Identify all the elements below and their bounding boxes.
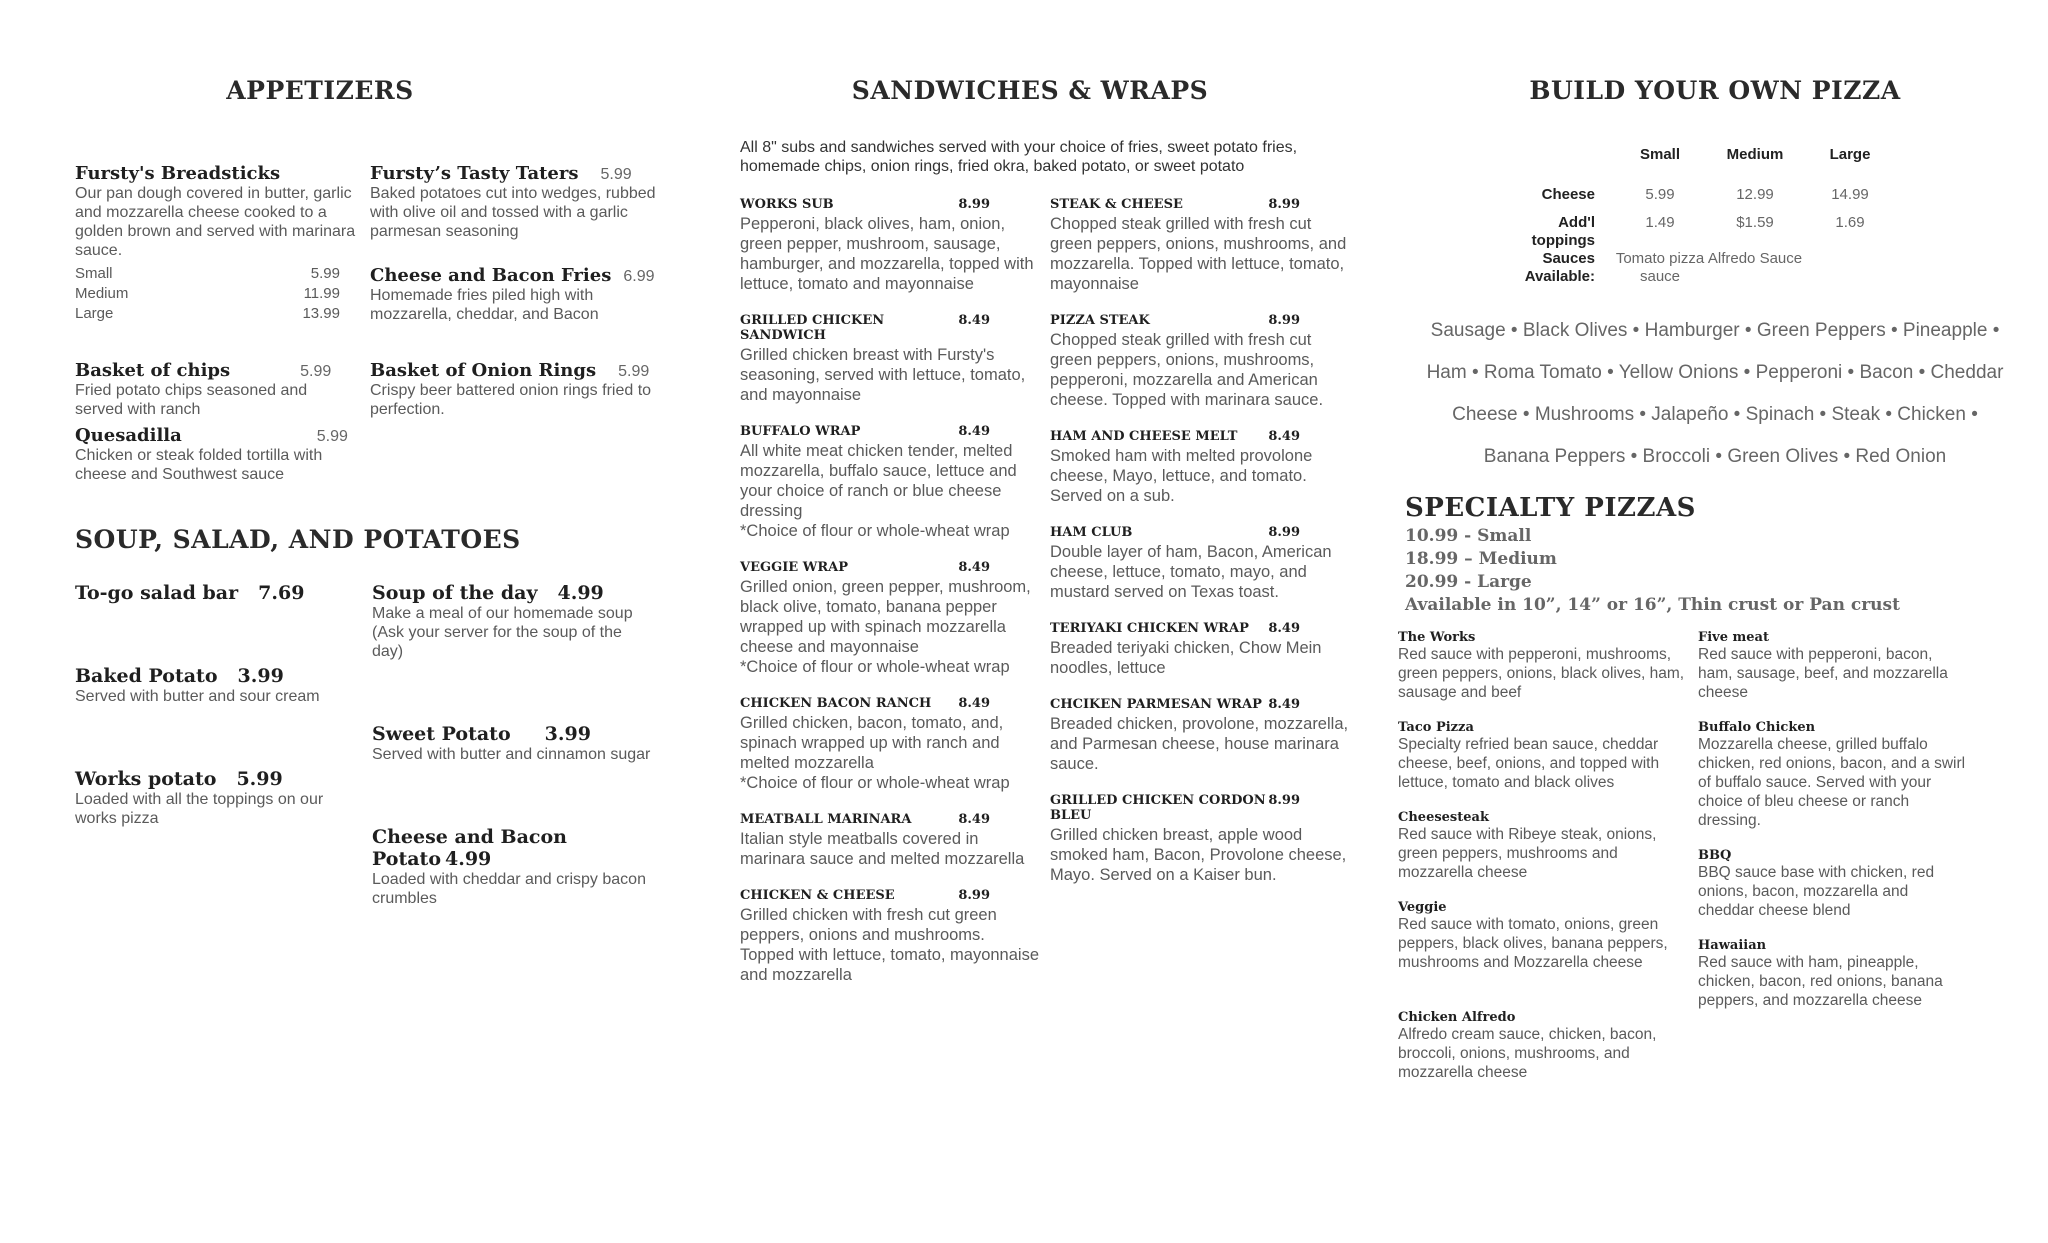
item-desc: Chopped steak grilled with fresh cut green peppers, onions, mushrooms, pepperoni, mozzarella and American cheese. Topped with marinara sauce. xyxy=(1050,331,1324,409)
item-price: 3.99 xyxy=(544,723,591,745)
specialty-pizza-cheesesteak xyxy=(1398,810,1688,882)
item-name: Basket of chips 5.99 xyxy=(75,360,332,381)
item-desc: Pepperoni, black olives, ham, onion, green pepper, mushroom, sausage, hamburger, and mozzarella, topped with lettuce, tomato and mayonnaise xyxy=(740,215,1034,293)
sandwich-item-steak-cheese xyxy=(1050,197,1350,294)
table-row: Add'l toppings 1.49 $1.59 1.69 xyxy=(1531,214,1865,249)
sandwich-column-right xyxy=(1050,197,1350,904)
item-desc: Our pan dough covered in butter, garlic and mozzarella cheese cooked to a golden brown and served with marinara sauce. xyxy=(75,185,356,259)
pizza-desc: Red sauce with pepperoni, mushrooms, green peppers, onions, black olives, ham, sausage and beef xyxy=(1398,646,1685,701)
item-name: TERIYAKI CHICKEN WRAP 8.49 xyxy=(1050,621,1300,636)
sandwich-item-veggie-wrap xyxy=(740,560,1040,677)
sandwich-item-meatball-marinara xyxy=(740,812,1040,869)
item-price: 8.99 xyxy=(1268,525,1300,540)
item-price: 4.99 xyxy=(445,848,492,870)
pizza-desc: Red sauce with tomato, onions, green peppers, black olives, banana peppers, mushrooms and Mozzarella cheese xyxy=(1398,916,1668,971)
item-desc: Served with butter and sour cream xyxy=(75,688,320,705)
item-price: 8.49 xyxy=(958,812,990,827)
item-name: CHICKEN & CHEESE 8.99 xyxy=(740,888,990,903)
table-row: Cheese 5.99 12.99 14.99 xyxy=(1541,186,1869,203)
sandwich-item-chicken-bacon-ranch xyxy=(740,696,1040,793)
pizza-name: The Works xyxy=(1398,630,1476,645)
pizza-desc: Alfredo cream sauce, chicken, bacon, broccoli, onions, mushrooms, and mozzarella cheese xyxy=(1398,1026,1657,1081)
pizza-name: Five meat xyxy=(1698,630,1769,645)
menu-item-cheese-bacon-fries xyxy=(370,265,670,324)
menu-item-works-potato: Works potato 5.99 Loaded with all the toppings on our works pizza xyxy=(75,768,345,828)
specialty-pizza-hawaiian xyxy=(1698,938,1968,1010)
specialty-column-left xyxy=(1398,630,1688,1100)
sandwiches-intro: All 8" subs and sandwiches served with your choice of fries, sweet potato fries, homemade chips, onion rings, fried okra, baked potato, or sweet potato xyxy=(740,139,1298,175)
item-price: 5.99 xyxy=(600,166,632,183)
item-price: 8.99 xyxy=(1268,313,1300,328)
item-name: HAM AND CHEESE MELT 8.49 xyxy=(1050,429,1300,444)
sandwich-column-left xyxy=(740,197,1045,1004)
sandwich-item-chicken-cheese xyxy=(740,888,1040,985)
item-desc: Baked potatoes cut into wedges, rubbed with olive oil and tossed with a garlic parmesan seasoning xyxy=(370,185,656,240)
menu-item-onion-rings xyxy=(370,360,670,419)
item-name: CHICKEN BACON RANCH 8.49 xyxy=(740,696,990,711)
pizza-name: Veggie xyxy=(1398,900,1447,915)
specialty-pizza-the-works xyxy=(1398,630,1688,702)
item-price: 5.99 xyxy=(300,363,332,380)
table-row: Sauces Available: Tomato pizza sauce Alfredo Sauce xyxy=(1524,250,1803,285)
item-price: 8.99 xyxy=(1268,197,1300,212)
item-price: 8.99 xyxy=(958,197,990,212)
item-name: VEGGIE WRAP 8.49 xyxy=(740,560,990,575)
item-name: Cheese and Bacon Fries 6.99 xyxy=(370,265,655,286)
item-price: 7.69 xyxy=(258,582,305,604)
sandwich-item-chciken-parmesan-wrap xyxy=(1050,697,1350,774)
menu-item-soup-of-day: Soup of the day 4.99 Make a meal of our homemade soup (Ask your server for the soup of the day) xyxy=(372,582,652,661)
specialty-pizza-buffalo-chicken xyxy=(1698,720,1968,830)
table-header-row xyxy=(1505,146,1895,186)
menu-item-taters xyxy=(370,163,670,241)
item-price: 8.49 xyxy=(958,560,990,575)
item-price: 8.49 xyxy=(1268,697,1300,712)
specialty-pizza-chicken-alfredo xyxy=(1398,1010,1688,1082)
toppings-list: Sausage • Black Olives • Hamburger • Green Peppers • Pineapple • Ham • Roma Tomato • Yellow Onions • Pepperoni • Bacon • Cheddar Cheese • Mushrooms • Jalapeño • Spinach • Steak • Chicken • Banana Peppers • Broccoli • Green Olives • Red Onion xyxy=(1426,320,2004,467)
item-price: 8.49 xyxy=(958,696,990,711)
menu-item-breadsticks xyxy=(75,163,360,324)
item-desc: Grilled chicken breast with Fursty's seasoning, served with lettuce, tomato, and mayonnaise xyxy=(740,346,1026,404)
column-header: Medium xyxy=(1726,146,1784,163)
item-desc: Double layer of ham, Bacon, American cheese, lettuce, tomato, mayo, and mustard served on Texas toast. xyxy=(1050,543,1332,601)
size-row: Medium 11.99 xyxy=(75,285,340,302)
menu-item-sweet-potato: Sweet Potato 3.99 Served with butter and cinnamon sugar xyxy=(372,723,651,763)
item-name: MEATBALL MARINARA 8.49 xyxy=(740,812,990,827)
sandwich-item-teriyaki-chicken-wrap xyxy=(1050,621,1350,678)
pizza-desc: Red sauce with ham, pineapple, chicken, bacon, red onions, banana peppers, and mozzarella cheese xyxy=(1698,954,1943,1009)
column-header: Large xyxy=(1829,146,1871,163)
specialty-pizza-taco-pizza xyxy=(1398,720,1688,792)
item-price: 3.99 xyxy=(237,665,284,687)
item-name: Quesadilla 5.99 xyxy=(75,425,348,446)
soup-title: SOUP, SALAD, AND POTATOES xyxy=(75,525,521,554)
item-desc: Grilled chicken with fresh cut green peppers, onions and mushrooms. Topped with lettuce, tomato, mayonnaise and mozzarella xyxy=(740,906,1040,984)
specialty-title: SPECIALTY PIZZAS xyxy=(1405,493,1696,523)
specialty-pizza-bbq xyxy=(1698,848,1968,920)
size-list xyxy=(75,264,360,324)
menu-item-chips xyxy=(75,360,345,419)
item-name: Basket of Onion Rings 5.99 xyxy=(370,360,650,381)
appetizers-title: APPETIZERS xyxy=(226,76,414,105)
pizza-desc: Red sauce with pepperoni, bacon, ham, sausage, beef, and mozzarella cheese xyxy=(1698,646,1948,701)
menu-item-quesadilla xyxy=(75,425,355,484)
sandwich-item-ham-club xyxy=(1050,525,1350,602)
item-name: HAM CLUB 8.99 xyxy=(1050,525,1300,540)
specialty-column-right xyxy=(1698,630,1968,1028)
column-header: Small xyxy=(1639,146,1681,163)
item-desc: Crispy beer battered onion rings fried to perfection. xyxy=(370,382,652,418)
pizza-price-table xyxy=(1505,146,1895,286)
item-desc: Loaded with all the toppings on our works pizza xyxy=(75,791,324,827)
sandwich-item-ham-and-cheese-melt xyxy=(1050,429,1350,506)
item-name: CHCIKEN PARMESAN WRAP 8.49 xyxy=(1050,697,1300,712)
item-desc: Grilled chicken, bacon, tomato, and, spinach wrapped up with ranch and melted mozzarella *Choice of flour or whole-wheat wrap xyxy=(740,714,1010,792)
pizza-desc: BBQ sauce base with chicken, red onions, bacon, mozzarella and cheddar cheese blend xyxy=(1698,864,1935,919)
sandwich-item-grilled-chicken-sandwich xyxy=(740,313,1040,405)
item-name: PIZZA STEAK 8.99 xyxy=(1050,313,1300,328)
item-name: Fursty's Breadsticks xyxy=(75,163,281,184)
item-desc: Served with butter and cinnamon sugar xyxy=(372,746,651,763)
pizza-name: Hawaiian xyxy=(1698,938,1767,953)
pizza-desc: Mozzarella cheese, grilled buffalo chicken, red onions, bacon, and a swirl of buffalo sauce. Served with your choice of bleu cheese or ranch dressing. xyxy=(1698,736,1966,829)
item-desc: Italian style meatballs covered in marinara sauce and melted mozzarella xyxy=(740,830,1025,868)
item-price: 8.49 xyxy=(958,313,990,328)
item-name: STEAK & CHEESE 8.99 xyxy=(1050,197,1300,212)
item-name: WORKS SUB 8.99 xyxy=(740,197,990,212)
pizza-title: BUILD YOUR OWN PIZZA xyxy=(1529,76,1901,105)
pizza-name: Cheesesteak xyxy=(1398,810,1489,825)
specialty-pizza-veggie xyxy=(1398,900,1688,972)
pizza-name: BBQ xyxy=(1698,848,1732,863)
item-desc: Grilled chicken breast, apple wood smoked ham, Bacon, Provolone cheese, Mayo. Served on a Kaiser bun. xyxy=(1050,826,1347,884)
pizza-desc: Specialty refried bean sauce, cheddar cheese, beef, onions, and topped with lettuce, tomato and black olives xyxy=(1398,736,1660,791)
item-desc: Breaded teriyaki chicken, Chow Mein noodles, lettuce xyxy=(1050,639,1322,677)
item-price: 5.99 xyxy=(618,363,650,380)
item-price: 5.99 xyxy=(316,428,348,445)
item-desc: Smoked ham with melted provolone cheese, Mayo, lettuce, and tomato. Served on a sub. xyxy=(1050,447,1313,505)
item-name: GRILLED CHICKEN SANDWICH 8.49 xyxy=(740,313,990,343)
item-price: 8.49 xyxy=(1268,429,1300,444)
pizza-desc: Red sauce with Ribeye steak, onions, green peppers, mushrooms and mozzarella cheese xyxy=(1398,826,1657,881)
item-name: Fursty’s Tasty Taters 5.99 xyxy=(370,163,632,184)
item-desc: Chicken or steak folded tortilla with cheese and Southwest sauce xyxy=(75,447,323,483)
menu-item-baked-potato: Baked Potato 3.99 Served with butter and sour cream xyxy=(75,665,375,706)
specialty-prices: 10.99 - Small 18.99 – Medium 20.99 - Large Available in 10”, 14” or 16”, Thin crust or Pan crust xyxy=(1405,526,1900,615)
sandwich-item-pizza-steak xyxy=(1050,313,1350,410)
item-price: 8.49 xyxy=(1268,621,1300,636)
item-desc: Loaded with cheddar and crispy bacon crumbles xyxy=(372,871,646,907)
menu-item-cheese-bacon-potato: Cheese and Bacon Potato 4.99 Loaded with cheddar and crispy bacon crumbles xyxy=(372,826,652,908)
item-desc: Homemade fries piled high with mozzarella, cheddar, and Bacon xyxy=(370,287,599,323)
item-desc: Chopped steak grilled with fresh cut green peppers, onions, mushrooms, and mozzarella. Topped with lettuce, tomato, mayonnaise xyxy=(1050,215,1347,293)
size-row: Small 5.99 xyxy=(75,265,340,282)
sandwich-item-buffalo-wrap xyxy=(740,424,1040,541)
menu-item-salad-bar: To-go salad bar 7.69 xyxy=(75,582,305,604)
item-desc: Fried potato chips seasoned and served with ranch xyxy=(75,382,308,418)
item-price: 6.99 xyxy=(623,268,655,285)
item-price: 4.99 xyxy=(557,582,604,604)
specialty-pizza-five-meat xyxy=(1698,630,1968,702)
item-price: 5.99 xyxy=(236,768,283,790)
item-price: 8.99 xyxy=(1268,793,1300,808)
item-desc: Make a meal of our homemade soup (Ask your server for the soup of the day) xyxy=(372,605,633,660)
item-name: GRILLED CHICKEN CORDON BLEU 8.99 xyxy=(1050,793,1300,823)
pizza-name: Buffalo Chicken xyxy=(1698,720,1816,735)
item-price: 8.99 xyxy=(958,888,990,903)
pizza-name: Taco Pizza xyxy=(1398,720,1474,735)
item-desc: Grilled onion, green pepper, mushroom, black olive, tomato, banana pepper wrapped up with spinach mozzarella cheese and mayonnaise *Choice of flour or whole-wheat wrap xyxy=(740,578,1031,676)
item-desc: All white meat chicken tender, melted mozzarella, buffalo sauce, lettuce and your choice of ranch or blue cheese dressing *Choice of flour or whole-wheat wrap xyxy=(740,442,1017,540)
pizza-name: Chicken Alfredo xyxy=(1398,1010,1516,1025)
size-row: Large 13.99 xyxy=(75,305,340,322)
sandwich-item-grilled-chicken-cordon-bleu xyxy=(1050,793,1350,885)
item-desc: Breaded chicken, provolone, mozzarella, and Parmesan cheese, house marinara sauce. xyxy=(1050,715,1349,773)
item-price: 8.49 xyxy=(958,424,990,439)
sandwich-item-works-sub xyxy=(740,197,1040,294)
sandwiches-title: SANDWICHES & WRAPS xyxy=(851,76,1209,105)
item-name: BUFFALO WRAP 8.49 xyxy=(740,424,990,439)
